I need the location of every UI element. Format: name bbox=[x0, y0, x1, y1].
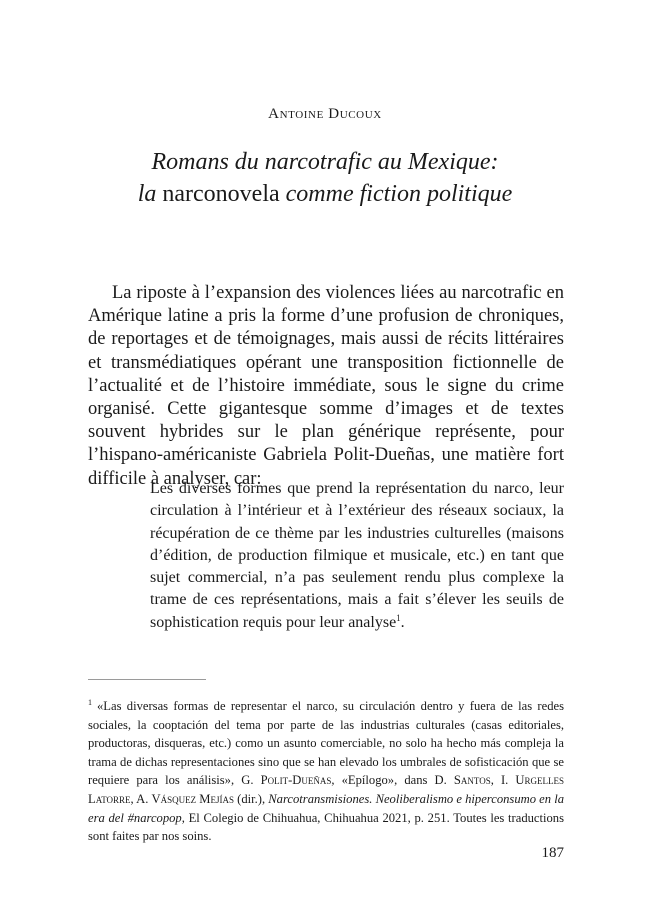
footnote-author-4: Vásquez Mejías bbox=[151, 791, 234, 806]
block-quote-end: . bbox=[400, 613, 405, 631]
footnote-text-2: , «Epílogo», dans D. bbox=[331, 773, 454, 788]
chapter-title bbox=[0, 146, 650, 210]
title-line-2-prefix: la bbox=[137, 181, 157, 207]
footnote-text-3: , I. bbox=[490, 773, 516, 788]
footnote-author-1: Polit-Dueñas bbox=[260, 773, 332, 788]
running-head-author: Antoine Ducoux bbox=[268, 106, 382, 122]
title-line-2 bbox=[0, 178, 650, 210]
title-line-1-text: Romans du narcotrafic au Mexique: bbox=[151, 149, 499, 175]
footnote bbox=[88, 694, 564, 846]
title-line-1 bbox=[0, 146, 650, 178]
footnote-book-title: Narcotransmisiones. Neoliberalismo e hiperconsumo en la era del #narcopop bbox=[88, 791, 564, 825]
block-quote-text: Les diverses formes que prend la représentation du narco, leur circulation à l’intérieur et à l’extérieur des réseaux sociaux, la récupération de ce thème par les industries culturelles (maisons d’édition, de production filmique et musicale, etc.) en tant que sujet commercial, n’a pas seulement rendu plus complexe la trame de ces représentations, mais a fait s’élever les seuils de sophistication requis pour leur analyse bbox=[150, 480, 564, 631]
footnote-text-1: «Las diversas formas de representar el narco, su circulación dentro y fuera de las redes sociales, la cooptación del tema por parte de las industrias culturales (casas editoriales, productoras, disqueras, etc.) como un asunto comerciable, no solo ha hecho más compleja la trama de dichas representaciones sino que se han elevado los umbrales de sofisticación que se requiere para los análisis», G. bbox=[88, 699, 564, 788]
title-line-2-roman: narconovela bbox=[162, 181, 280, 207]
footnote-author-2: Santos bbox=[453, 773, 491, 788]
title-line-2-suffix: comme fiction politique bbox=[285, 181, 513, 207]
block-quote bbox=[150, 478, 564, 634]
footnote-separator bbox=[88, 679, 206, 680]
footnote-text-6: , El Colegio de Chihuahua, Chihuahua 2021, p. 251. Toutes les traductions sont faites par nos soins. bbox=[88, 810, 565, 844]
footnote-text-4: , A. bbox=[130, 791, 152, 806]
footnote-text-5: (dir.), bbox=[234, 791, 269, 806]
body-paragraph: La riposte à l’expansion des violences liées au narcotrafic en Amérique latine a pris la forme d’une profusion de chroniques, de reportages et de témoignages, mais aussi de récits littéraires et transmédiatiques opérant une transposition fictionnelle de l’actualité et de l’histoire immédiate, sous le signe du crime organisé. Cette gigantesque somme d’images et de textes souvent hybrides sur le plan générique représente, pour l’hispano-américaniste Gabriela Polit-Dueñas, une matière fort difficile à analyser, car: bbox=[88, 283, 564, 489]
footnote-number: 1 bbox=[88, 698, 92, 707]
page-number: 187 bbox=[541, 845, 564, 861]
footnote-author-3: Urgelles Latorre bbox=[88, 773, 564, 806]
footnote-reference[interactable]: 1 bbox=[396, 612, 401, 623]
